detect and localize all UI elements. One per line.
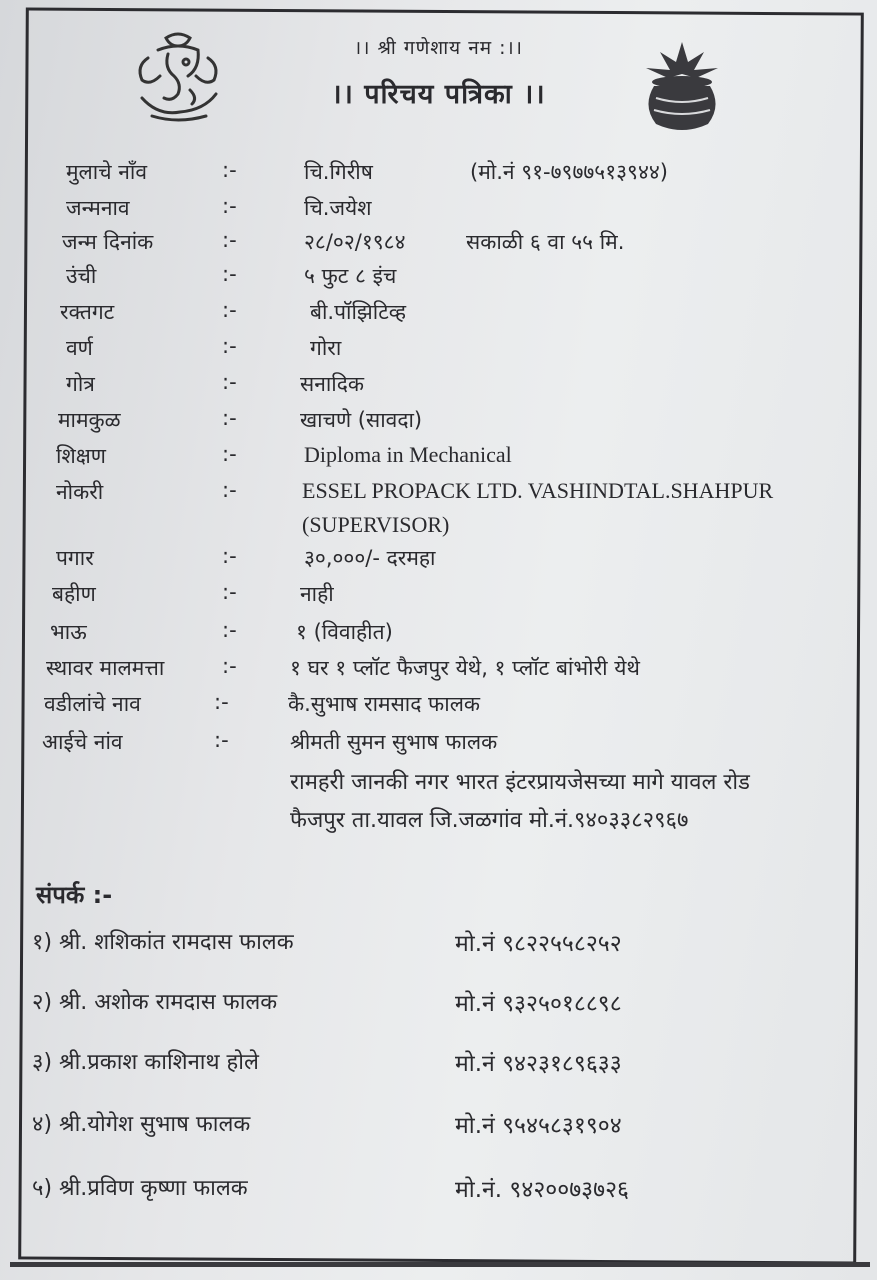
detail-label: गोत्र (66, 372, 95, 396)
contacts-heading: संपर्क :- (36, 881, 113, 909)
detail-value: चि.गिरीष (304, 160, 373, 184)
contact-phone: मो.नं. ९४२००७३७२६ (455, 1177, 630, 1203)
detail-separator: :- (222, 228, 237, 252)
detail-value: खाचणे (सावदा) (300, 408, 423, 432)
document-title: ।। परिचय पत्रिका ।। (331, 79, 546, 110)
detail-label: जन्म दिनांक (62, 230, 154, 254)
detail-value: १ घर १ प्लॉट फैजपुर येथे, १ प्लॉट बांभोरी येथे (290, 656, 640, 680)
detail-separator: :- (222, 406, 237, 430)
detail-label: बहीण (52, 582, 96, 606)
contact-phone: मो.नं ९८२२५५८२५२ (455, 931, 622, 957)
birth-time: सकाळी ६ वा ५५ मि. (466, 230, 625, 254)
detail-label: जन्मनाव (66, 196, 130, 220)
detail-value: ५ फुट ८ इंच (304, 264, 397, 288)
invocation-line: ।। श्री गणेशाय नम :।। (354, 37, 523, 59)
detail-value: गोरा (310, 336, 342, 360)
detail-separator: :- (214, 728, 229, 752)
detail-value: सनादिक (300, 372, 365, 396)
contact-phone: मो.नं ९४२३१८९६३३ (455, 1051, 622, 1077)
detail-separator: :- (222, 544, 237, 568)
bottom-border (10, 1262, 870, 1267)
address-line: रामहरी जानकी नगर भारत इंटरप्रायजेसच्या मागे यावल रोड (290, 770, 750, 795)
detail-label: वर्ण (66, 336, 93, 360)
contact-name: ५) श्री.प्रविण कृष्णा फालक (32, 1176, 248, 1201)
detail-separator: :- (222, 370, 237, 394)
detail-value: २८/०२/१९८४ (304, 230, 406, 254)
detail-separator: :- (222, 334, 237, 358)
contact-phone: मो.नं ९५४५८३१९०४ (455, 1113, 622, 1139)
address-line: फैजपुर ता.यावल जि.जळगांव मो.नं.९४०३३८२९६७ (290, 808, 689, 833)
detail-label: मामकुळ (58, 408, 121, 432)
contact-name: ४) श्री.योगेश सुभाष फालक (32, 1112, 251, 1137)
detail-value: नाही (300, 582, 334, 606)
detail-label: उंची (66, 264, 97, 288)
groom-mobile: (मो.नं ९१-७९७७५१३९४४) (470, 160, 669, 184)
detail-label: भाऊ (50, 620, 87, 644)
detail-value: कै.सुभाष रामसाद फालक (288, 692, 481, 716)
contact-name: २) श्री. अशोक रामदास फालक (32, 990, 278, 1015)
detail-value: श्रीमती सुमन सुभाष फालक (290, 730, 498, 754)
detail-separator: :- (222, 580, 237, 604)
detail-separator: :- (222, 654, 237, 678)
detail-value: Diploma in Mechanical (304, 442, 512, 467)
contact-name: १) श्री. शशिकांत रामदास फालक (32, 930, 294, 955)
detail-separator: :- (222, 194, 237, 218)
detail-value: चि.जयेश (304, 196, 372, 220)
detail-separator: :- (222, 158, 237, 182)
detail-label: रक्तगट (60, 300, 115, 324)
contact-name: ३) श्री.प्रकाश काशिनाथ होले (32, 1050, 259, 1075)
job-designation: (SUPERVISOR) (302, 512, 450, 537)
detail-value: बी.पॉझिटिव्ह (310, 300, 407, 324)
detail-separator: :- (222, 478, 237, 502)
detail-value: ESSEL PROPACK LTD. VASHINDTAL.SHAHPUR (302, 478, 774, 503)
detail-label: नोकरी (56, 480, 104, 504)
detail-value: ३०,०००/- दरमहा (304, 546, 436, 570)
detail-separator: :- (222, 618, 237, 642)
detail-separator: :- (222, 262, 237, 286)
detail-separator: :- (222, 298, 237, 322)
detail-label: स्थावर मालमत्ता (46, 656, 165, 680)
detail-separator: :- (222, 442, 237, 466)
contact-phone: मो.नं ९३२५०१८८९८ (455, 991, 622, 1017)
detail-value: १ (विवाहीत) (296, 620, 393, 644)
detail-label: शिक्षण (56, 444, 106, 468)
detail-label: आईचे नांव (42, 730, 123, 754)
detail-label: पगार (56, 546, 94, 570)
detail-label: वडीलांचे नाव (44, 692, 141, 716)
detail-separator: :- (214, 690, 229, 714)
detail-label: मुलाचे नाँव (66, 160, 148, 184)
